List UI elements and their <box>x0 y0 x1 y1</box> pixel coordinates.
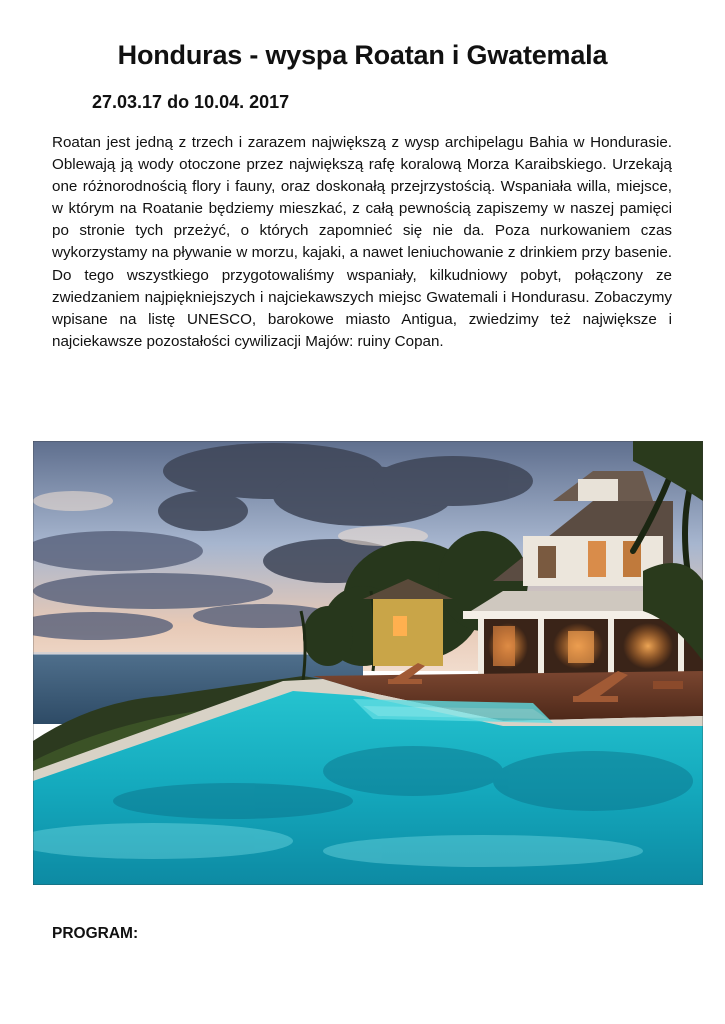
date-range: 27.03.17 do 10.04. 2017 <box>92 92 290 112</box>
page-title: Honduras - wyspa Roatan i Gwatemala <box>117 40 608 70</box>
intro-paragraph: Roatan jest jedną z trzech i zarazem największą z wysp archipelagu Bahia w Hondurasie. Oblewają ją wody otoczone przez największą rafę koralową Morza Karaibskiego. Urzekają one różnorodnością flory i fauny, oraz doskonałą przejrzystością. Wspaniała willa, miejsce, w którym na Roatanie będziemy mieszkać, z całą pewnością zapiszemy w naszej pamięci po stronie tych przeżyć, o których zapomnieć się nie da. Poza nurkowaniem czas wykorzystamy na pływanie w morzu, kajaki, a nawet leniuchowanie z drinkiem przy basenie. Do tego wszystkiego przygotowaliśmy wspaniały, kilkudniowy pobyt, połączony ze zwiedzaniem najpiękniejszych i najciekawszych miejsc Gwatemali i Hondurasu. Zobaczymy wpisane na listę UNESCO, barokowe miasto Antigua, zwiedzimy też największe i najciekawsze pozostałości cywilizacji Majów: ruiny Copan. <box>52 134 672 350</box>
villa-pool-photo <box>33 441 703 885</box>
program-heading: PROGRAM: <box>52 925 139 942</box>
